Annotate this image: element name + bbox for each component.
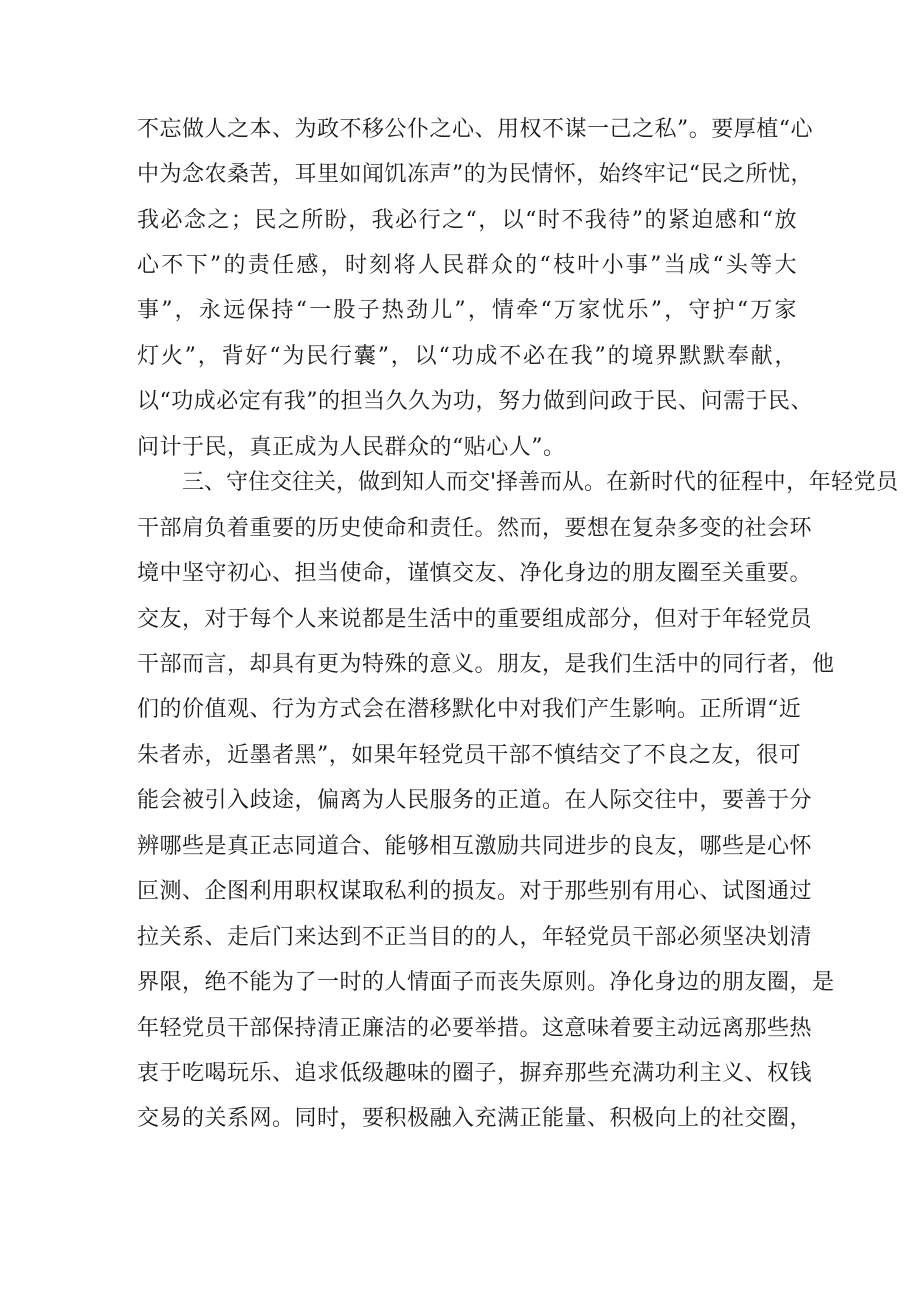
paragraph-1-line: 中为念农桑苦，耳里如闻饥冻声”的为民情怀，始终牢记“民之所忧，: [137, 162, 813, 187]
paragraph-2-line: 干部肩负着重要的历史使命和责任。然而，要想在复杂多变的社会环: [137, 516, 813, 541]
paragraph-2-line: 朱者赤，近墨者黑”，如果年轻党员干部不慎结交了不良之友，很可: [137, 743, 802, 768]
paragraph-2-line: 拉关系、走后门来达到不正当目的的人，年轻党员干部必须坚决划清: [137, 925, 813, 950]
paragraph-2-line: 衷于吃喝玩乐、追求低级趣味的圈子，摒弃那些充满功利主义、权钱: [137, 1061, 813, 1086]
paragraph-2-first-line-rest: 在新时代的征程中，年轻党员: [606, 470, 899, 495]
paragraph-2-line: 界限，绝不能为了一时的人情面子而丧失原则。净化身边的朋友圈，是: [137, 970, 835, 995]
paragraph-2-line: 境中坚守初心、担当使命，谨慎交友、净化身边的朋友圈至关重要。: [137, 561, 813, 586]
paragraph-2-line: 干部而言，却具有更为特殊的意义。朋友，是我们生活中的同行者，他: [137, 652, 835, 677]
paragraph-2-line: 们的价值观、行为方式会在潜移默化中对我们产生影响。正所谓“近: [137, 697, 802, 722]
paragraph-2-line: 能会被引入歧途，偏离为人民服务的正道。在人际交往中，要善于分: [137, 788, 813, 813]
paragraph-1-line: 不忘做人之本、为政不移公仆之心、用权不谋一己之私”。要厚植“心: [137, 117, 813, 142]
paragraph-2-line: 叵测、企图利用职权谋取私利的损友。对于那些别有用心、试图通过: [137, 879, 813, 904]
paragraph-1-line: 我必念之；民之所盼，我必行之“，以“时不我待”的紧迫感和“放: [137, 208, 797, 233]
paragraph-1-line: 以“功成必定有我”的担当久久为功，努力做到问政于民、问需于民、: [137, 389, 813, 414]
paragraph-2-line: 年轻党员干部保持清正廉洁的必要举措。这意味着要主动远离那些热: [137, 1016, 813, 1041]
section-heading: 三、守住交往关，做到知人而交'择善而从。: [182, 470, 607, 495]
paragraph-1-line: 灯火”，背好“为民行囊”，以“功成不必在我”的境界默默奉献，: [137, 344, 797, 369]
paragraph-1-line: 事”，永远保持“一股子热劲儿”，情牵“万家忧乐”，守护“万家: [137, 298, 797, 323]
paragraph-1-line: 问计于民，真正成为人民群众的“贴心人”。: [137, 435, 566, 460]
paragraph-2-first-line: [182, 463, 899, 503]
paragraph-2-line: 辨哪些是真正志同道合、能够相互激励共同进步的良友，哪些是心怀: [137, 834, 813, 859]
paragraph-1-line: 心不下”的责任感，时刻将人民群众的“枝叶小事”当成“头等大: [137, 253, 797, 278]
paragraph-2-line: 交友，对于每个人来说都是生活中的重要组成部分，但对于年轻党员: [137, 607, 813, 632]
paragraph-2-line: 交易的关系网。同时，要积极融入充满正能量、积极向上的社交圈，: [137, 1106, 813, 1131]
